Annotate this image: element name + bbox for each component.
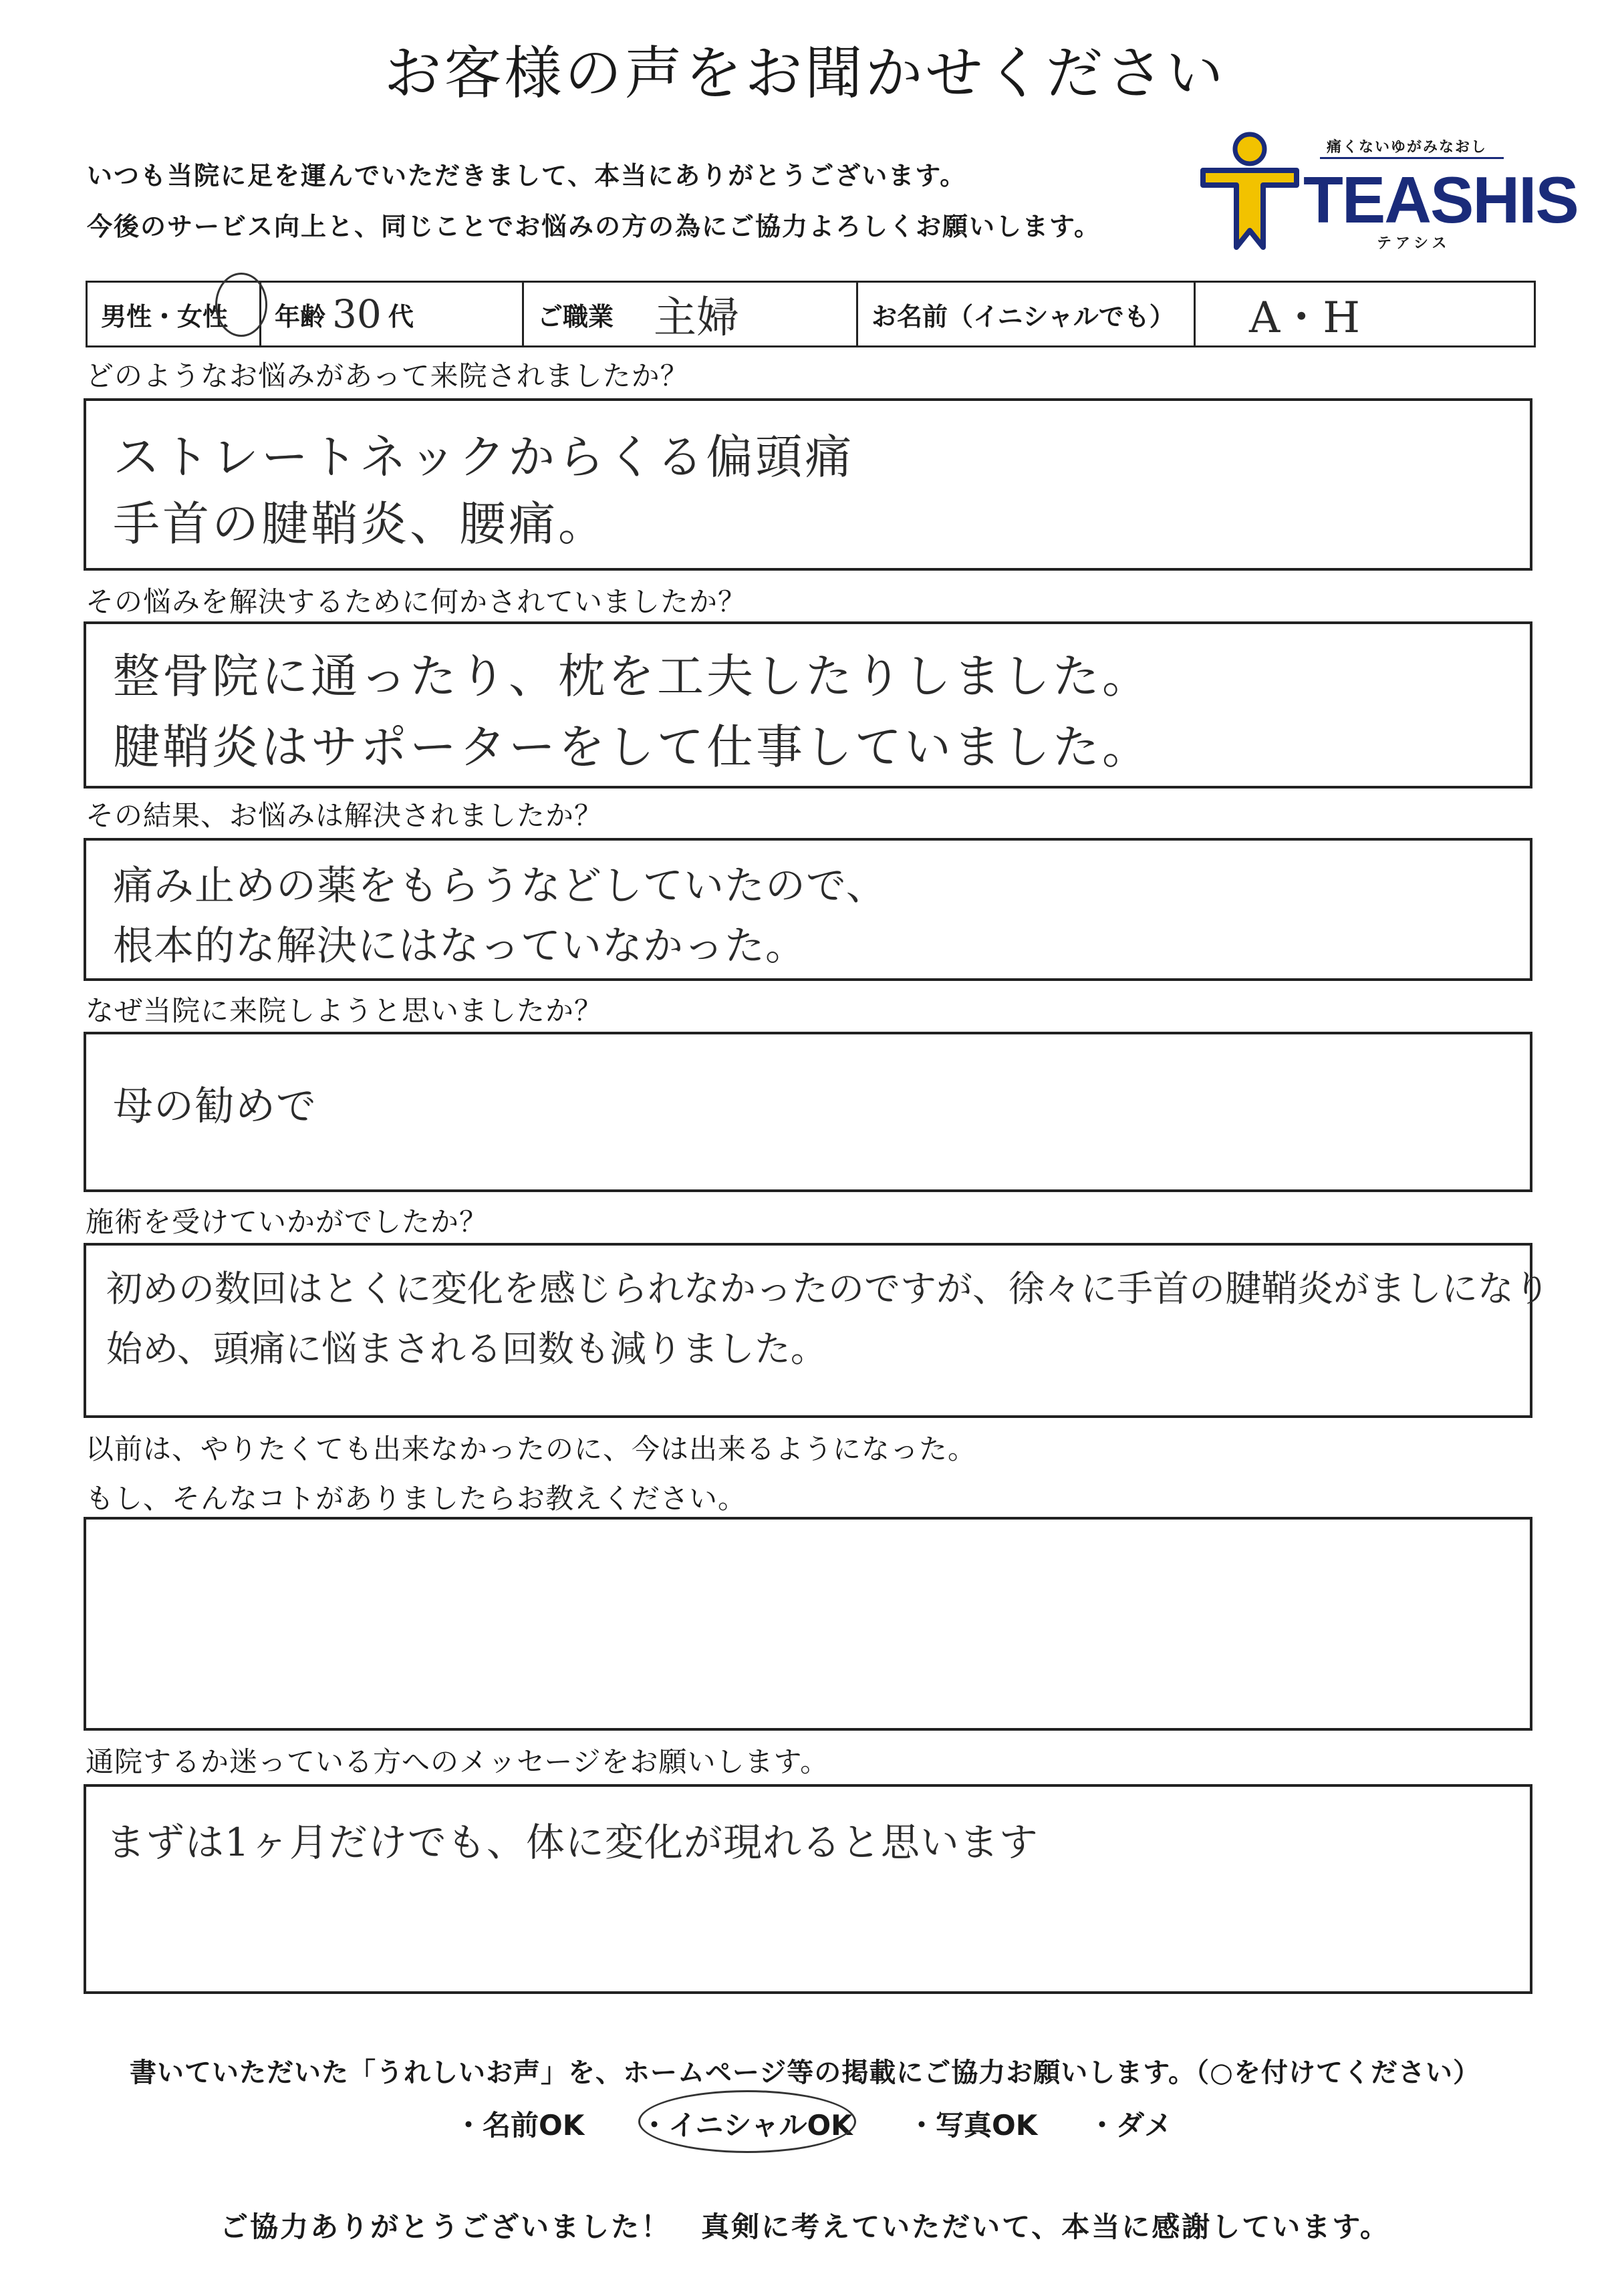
answer-2-line-2: 腱鞘炎はサポーターをして仕事していました。 <box>113 720 1152 774</box>
question-2: その悩みを解決するために何かされていましたか？ <box>86 585 747 618</box>
answer-3-line-1: 痛み止めの薬をもらうなどしていたので、 <box>113 863 887 909</box>
consent-option-photo[interactable]: ・写真OK <box>908 2109 1038 2142</box>
answer-box-7 <box>84 1784 1532 1994</box>
gender-label: 男性・女性 <box>101 301 229 331</box>
age-suffix: 代 <box>388 301 414 331</box>
consent-text: 書いていただいた「うれしいお声」を、ホームページ等の掲載にご協力お願いします。（○を付けてください） <box>130 2057 1480 2088</box>
age-label: 年齢 <box>275 301 326 331</box>
name-value-cell <box>1196 283 1534 345</box>
job-cell <box>524 283 858 345</box>
question-1: どのようなお悩みがあって来院されましたか？ <box>86 360 689 392</box>
consent-option-initial[interactable]: ・イニシャルOK <box>640 2109 853 2142</box>
age-value: 30 <box>332 291 382 337</box>
question-7: 通院するか迷っている方へのメッセージをお願いします。 <box>86 1745 829 1778</box>
consent-option-no[interactable]: ・ダメ <box>1088 2109 1173 2142</box>
name-label: お名前（イニシャルでも） <box>871 301 1175 331</box>
logo-kana: テアシス <box>1377 235 1451 252</box>
customer-info-row <box>86 281 1536 347</box>
intro-line-1: いつも当院に足を運んでいただきまして、本当にありがとうございます。 <box>87 161 967 190</box>
question-6-line-2: もし、そんなコトがありましたらお教えください。 <box>86 1482 747 1515</box>
gender-selection-circle <box>215 273 267 337</box>
question-4: なぜ当院に来院しようと思いましたか？ <box>86 994 603 1027</box>
answer-5-line-2: 始め、頭痛に悩まされる回数も減りました。 <box>106 1328 827 1370</box>
logo-wordmark: TEASHIS <box>1303 163 1578 237</box>
logo-tagline: 痛くないゆがみなおし <box>1327 139 1488 156</box>
name-label-cell <box>858 283 1196 345</box>
answer-box-1 <box>84 398 1532 571</box>
job-label: ご職業 <box>537 301 614 331</box>
teashis-logo <box>1196 130 1578 254</box>
intro-line-2: 今後のサービス向上と、同じことでお悩みの方の為にご協力よろしくお願いします。 <box>87 212 1101 241</box>
answer-box-4 <box>84 1032 1532 1192</box>
answer-1-line-1: ストレートネックからくる偏頭痛 <box>113 430 855 484</box>
age-cell <box>261 283 524 345</box>
answer-box-5 <box>84 1243 1550 1418</box>
consent-selection-oval <box>638 2090 856 2153</box>
answer-1-line-2: 手首の腱鞘炎、腰痛。 <box>113 496 608 551</box>
question-6: 以前は、やりたくても出来なかったのに、今は出来るようになった。 <box>86 1433 977 1465</box>
logo-rule <box>1320 157 1504 159</box>
name-value: A・H <box>1249 293 1361 343</box>
answer-box-2 <box>84 621 1532 788</box>
consent-option-name[interactable]: ・名前OK <box>454 2109 585 2142</box>
answer-3-line-2: 根本的な解決にはなっていなかった。 <box>113 923 806 970</box>
answer-box-3 <box>84 838 1532 981</box>
thanks-message: ご協力ありがとうございました！ 真剣に考えていただいて、本当に感謝しています。 <box>220 2210 1390 2243</box>
answer-5-line-1: 初めの数回はとくに変化を感じられなかったのですが、徐々に手首の腱鞘炎がましになり <box>106 1268 1550 1310</box>
answer-4-line-1: 母の勧めで <box>113 1083 317 1130</box>
job-value: 主婦 <box>654 293 740 343</box>
question-5: 施術を受けていかがでしたか？ <box>86 1205 489 1238</box>
answer-7-line-1: まずは1ヶ月だけでも、体に変化が現れると思います <box>106 1820 1039 1865</box>
answer-box-6 <box>84 1517 1532 1731</box>
answer-2-line-1: 整骨院に通ったり、枕を工夫したりしました。 <box>113 649 1152 704</box>
logo-figure-icon <box>1196 130 1303 254</box>
page-title: お客様の声をお聞かせください <box>384 40 1226 107</box>
question-3: その結果、お悩みは解決されましたか？ <box>86 799 603 832</box>
